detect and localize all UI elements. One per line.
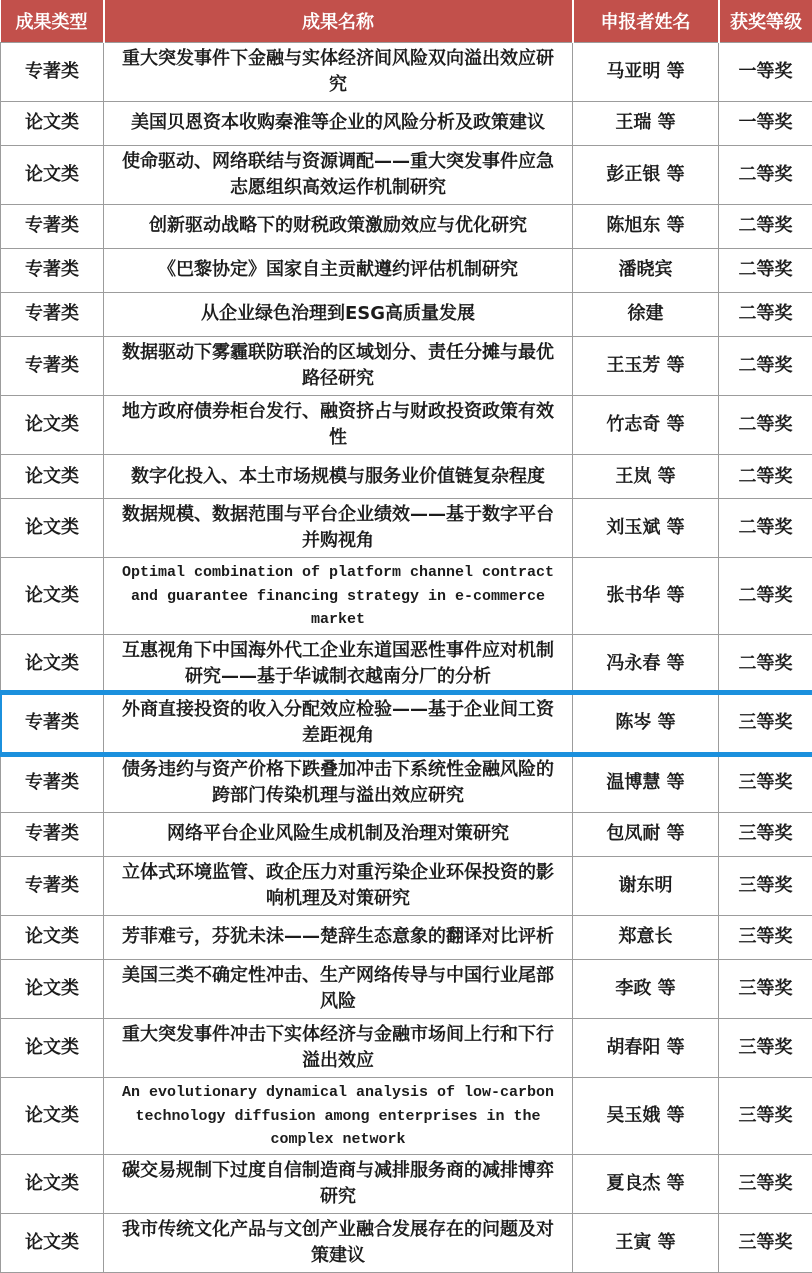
cell-award-level: 二等奖 [719, 455, 812, 499]
cell-achievement-name: 从企业绿色治理到ESG高质量发展 [104, 292, 573, 336]
cell-award-level: 一等奖 [719, 101, 812, 145]
cell-applicant-name: 陈旭东 等 [573, 204, 719, 248]
cell-award-level: 二等奖 [719, 248, 812, 292]
cell-achievement-type: 论文类 [1, 1019, 104, 1078]
cell-applicant-name: 冯永春 等 [573, 635, 719, 694]
cell-achievement-type: 论文类 [1, 959, 104, 1018]
cell-award-level: 三等奖 [719, 1214, 812, 1273]
cell-achievement-name: 芳菲难亏，芬犹未沬——楚辞生态意象的翻译对比评析 [104, 915, 573, 959]
cell-achievement-name: 重大突发事件下金融与实体经济间风险双向溢出效应研究 [104, 42, 573, 101]
cell-award-level: 三等奖 [719, 753, 812, 812]
cell-achievement-name: 重大突发事件冲击下实体经济与金融市场间上行和下行溢出效应 [104, 1019, 573, 1078]
cell-applicant-name: 王寅 等 [573, 1214, 719, 1273]
cell-applicant-name: 马亚明 等 [573, 42, 719, 101]
cell-applicant-name: 王岚 等 [573, 455, 719, 499]
cell-applicant-name: 潘晓宾 [573, 248, 719, 292]
cell-achievement-type: 专著类 [1, 336, 104, 395]
cell-achievement-type: 论文类 [1, 915, 104, 959]
table-row [1, 1019, 812, 1078]
cell-achievement-type: 论文类 [1, 1214, 104, 1273]
cell-applicant-name: 郑意长 [573, 915, 719, 959]
cell-achievement-type: 论文类 [1, 499, 104, 558]
cell-achievement-type: 专著类 [1, 812, 104, 856]
cell-achievement-type: 专著类 [1, 694, 104, 753]
cell-achievement-name: 网络平台企业风险生成机制及治理对策研究 [104, 812, 573, 856]
table-row [1, 856, 812, 915]
cell-applicant-name: 竹志奇 等 [573, 396, 719, 455]
table-row [1, 499, 812, 558]
table-row [1, 292, 812, 336]
column-header-applicant: 申报者姓名 [573, 0, 719, 42]
cell-award-level: 二等奖 [719, 396, 812, 455]
cell-achievement-name: 美国三类不确定性冲击、生产网络传导与中国行业尾部风险 [104, 959, 573, 1018]
cell-award-level: 三等奖 [719, 1019, 812, 1078]
table-row [1, 915, 812, 959]
table-row [1, 558, 812, 635]
column-header-name: 成果名称 [104, 0, 573, 42]
cell-award-level: 三等奖 [719, 812, 812, 856]
table-row [1, 1155, 812, 1214]
cell-achievement-type: 论文类 [1, 145, 104, 204]
cell-award-level: 三等奖 [719, 1078, 812, 1155]
cell-achievement-name: 外商直接投资的收入分配效应检验——基于企业间工资差距视角 [104, 694, 573, 753]
table-row [1, 455, 812, 499]
cell-achievement-type: 专著类 [1, 248, 104, 292]
cell-achievement-name: 债务违约与资产价格下跌叠加冲击下系统性金融风险的跨部门传染机理与溢出效应研究 [104, 753, 573, 812]
cell-applicant-name: 彭正银 等 [573, 145, 719, 204]
table-row-highlighted [1, 694, 812, 753]
cell-achievement-type: 论文类 [1, 1078, 104, 1155]
table-row [1, 42, 812, 101]
cell-applicant-name: 胡春阳 等 [573, 1019, 719, 1078]
cell-award-level: 三等奖 [719, 959, 812, 1018]
cell-award-level: 二等奖 [719, 145, 812, 204]
cell-applicant-name: 李政 等 [573, 959, 719, 1018]
cell-achievement-type: 论文类 [1, 1155, 104, 1214]
cell-achievement-type: 专著类 [1, 856, 104, 915]
cell-applicant-name: 陈岑 等 [573, 694, 719, 753]
cell-achievement-name: 数据规模、数据范围与平台企业绩效——基于数字平台并购视角 [104, 499, 573, 558]
cell-award-level: 三等奖 [719, 1155, 812, 1214]
cell-applicant-name: 王瑞 等 [573, 101, 719, 145]
table-row [1, 1078, 812, 1155]
table-row [1, 145, 812, 204]
cell-achievement-name: Optimal combination of platform channel contract and guarantee financing strategy in e-commerce market [104, 558, 573, 635]
cell-achievement-type: 论文类 [1, 101, 104, 145]
cell-applicant-name: 吴玉娥 等 [573, 1078, 719, 1155]
header-row [1, 0, 812, 42]
cell-achievement-name: An evolutionary dynamical analysis of low-carbon technology diffusion among enterprises in the complex network [104, 1078, 573, 1155]
cell-award-level: 二等奖 [719, 292, 812, 336]
cell-achievement-name: 碳交易规制下过度自信制造商与减排服务商的减排博弈研究 [104, 1155, 573, 1214]
cell-achievement-type: 专著类 [1, 292, 104, 336]
cell-achievement-name: 《巴黎协定》国家自主贡献遵约评估机制研究 [104, 248, 573, 292]
cell-applicant-name: 谢东明 [573, 856, 719, 915]
cell-achievement-name: 美国贝恩资本收购秦淮等企业的风险分析及政策建议 [104, 101, 573, 145]
table-row [1, 635, 812, 694]
cell-achievement-type: 论文类 [1, 635, 104, 694]
cell-award-level: 二等奖 [719, 558, 812, 635]
cell-achievement-name: 创新驱动战略下的财税政策激励效应与优化研究 [104, 204, 573, 248]
cell-applicant-name: 徐建 [573, 292, 719, 336]
table-row [1, 396, 812, 455]
cell-achievement-name: 数据驱动下雾霾联防联治的区域划分、责任分摊与最优路径研究 [104, 336, 573, 395]
cell-achievement-name: 地方政府债券柜台发行、融资挤占与财政投资政策有效性 [104, 396, 573, 455]
table-row [1, 812, 812, 856]
cell-award-level: 二等奖 [719, 204, 812, 248]
table-row [1, 204, 812, 248]
cell-achievement-type: 专著类 [1, 204, 104, 248]
cell-award-level: 二等奖 [719, 499, 812, 558]
table-row [1, 753, 812, 812]
cell-achievement-name: 使命驱动、网络联结与资源调配——重大突发事件应急志愿组织高效运作机制研究 [104, 145, 573, 204]
cell-achievement-name: 数字化投入、本土市场规模与服务业价值链复杂程度 [104, 455, 573, 499]
cell-achievement-name: 我市传统文化产品与文创产业融合发展存在的问题及对策建议 [104, 1214, 573, 1273]
cell-achievement-name: 互惠视角下中国海外代工企业东道国恶性事件应对机制研究——基于华诚制衣越南分厂的分析 [104, 635, 573, 694]
table-row [1, 1214, 812, 1273]
cell-achievement-type: 专著类 [1, 42, 104, 101]
cell-applicant-name: 刘玉斌 等 [573, 499, 719, 558]
cell-achievement-name: 立体式环境监管、政企压力对重污染企业环保投资的影响机理及对策研究 [104, 856, 573, 915]
cell-applicant-name: 张书华 等 [573, 558, 719, 635]
column-header-award: 获奖等级 [719, 0, 812, 42]
cell-applicant-name: 包凤耐 等 [573, 812, 719, 856]
cell-applicant-name: 夏良杰 等 [573, 1155, 719, 1214]
cell-award-level: 二等奖 [719, 635, 812, 694]
cell-award-level: 一等奖 [719, 42, 812, 101]
column-header-type: 成果类型 [1, 0, 104, 42]
cell-award-level: 三等奖 [719, 915, 812, 959]
table-row [1, 959, 812, 1018]
cell-achievement-type: 论文类 [1, 558, 104, 635]
cell-achievement-type: 专著类 [1, 753, 104, 812]
cell-award-level: 二等奖 [719, 336, 812, 395]
table-row [1, 101, 812, 145]
table-row [1, 336, 812, 395]
cell-award-level: 三等奖 [719, 856, 812, 915]
cell-applicant-name: 王玉芳 等 [573, 336, 719, 395]
table-row [1, 248, 812, 292]
cell-achievement-type: 论文类 [1, 396, 104, 455]
cell-achievement-type: 论文类 [1, 455, 104, 499]
cell-award-level: 三等奖 [719, 694, 812, 753]
cell-applicant-name: 温博慧 等 [573, 753, 719, 812]
table-body [1, 42, 812, 1273]
